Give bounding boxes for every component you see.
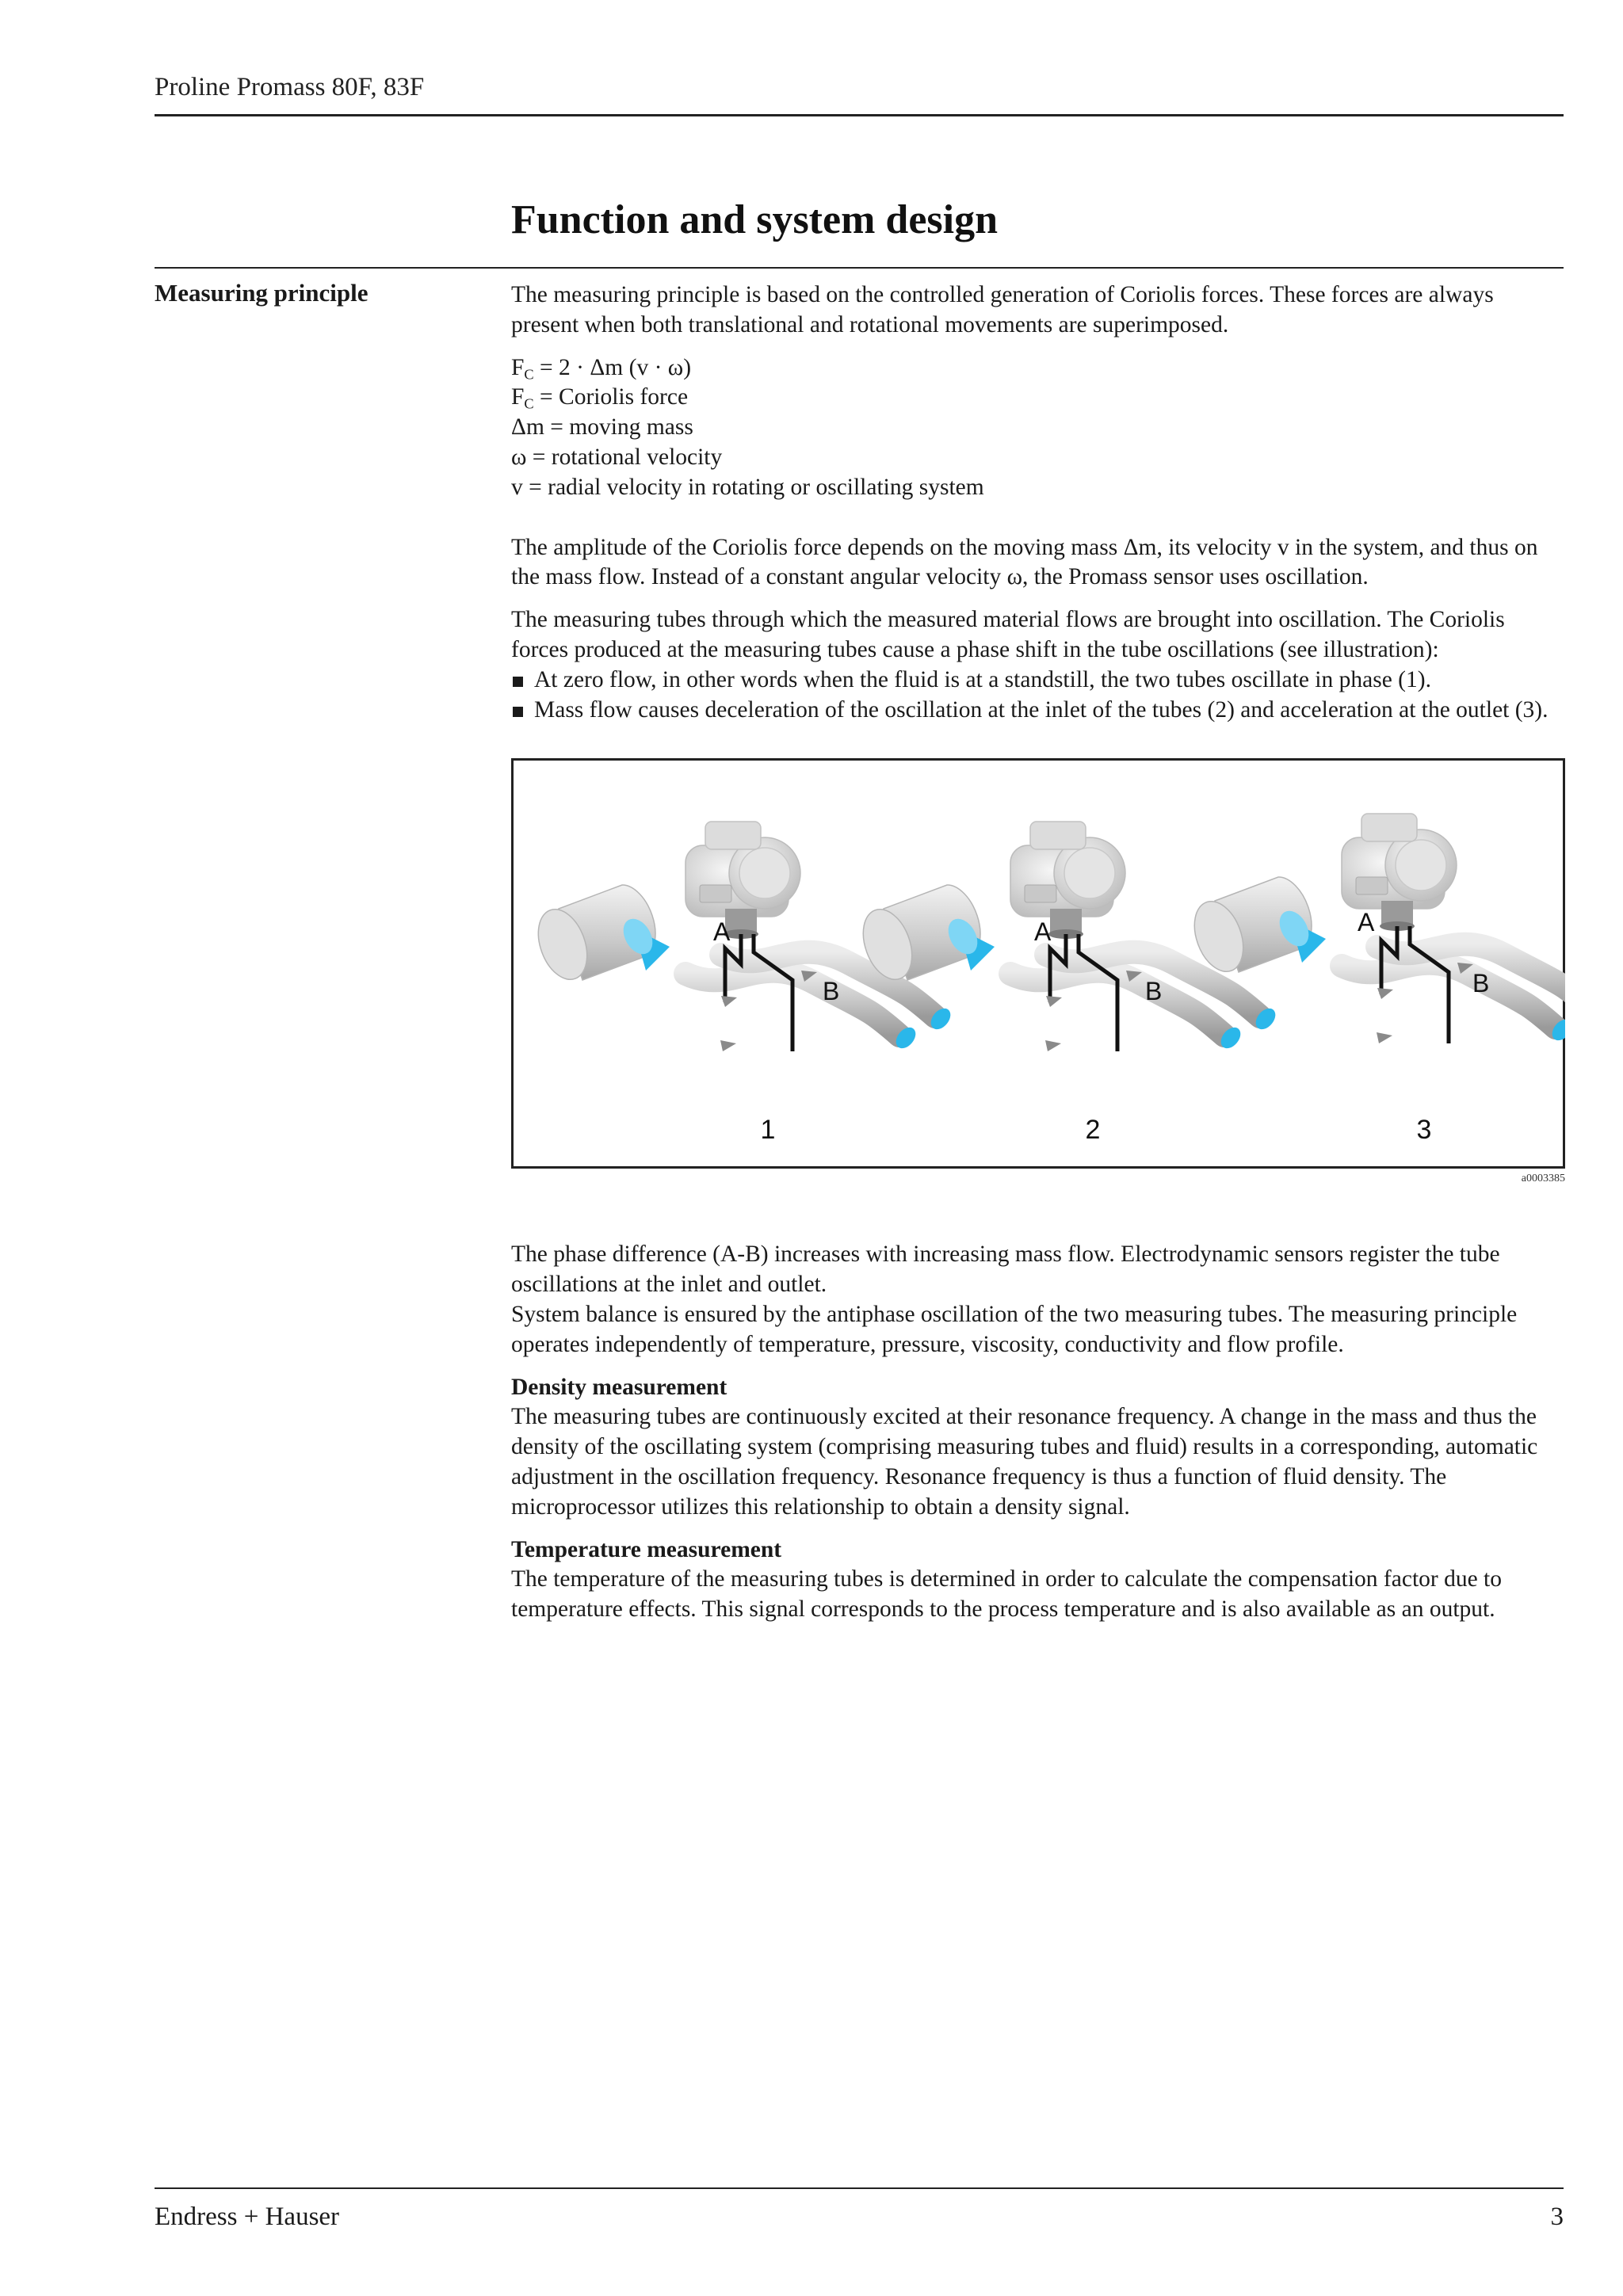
phase-paragraph (511, 1240, 1565, 1360)
formula-def-dm: Δm = moving mass (511, 414, 693, 441)
section-rule (155, 267, 1564, 269)
formula-def-omega: ω = rotational velocity (511, 444, 723, 470)
sensor-label-a: A (713, 917, 731, 947)
sensor-label-a: A (1034, 917, 1052, 947)
bullet-item: At zero flow, in other words when the fluid is at a standstill, the two tubes oscillate in phase (1). (511, 666, 1565, 696)
amplitude-paragraph: The amplitude of the Coriolis force depends on the moving mass Δm, its velocity v in the system, and thus on the mass flow. Instead of a constant angular velocity ω, the Promass sensor uses oscillation. (511, 534, 1538, 590)
formula-block (511, 353, 1565, 503)
sensor-label-b: B (823, 977, 840, 1006)
formula-symbol: F (511, 354, 525, 380)
def-subscript: C (524, 395, 534, 412)
formula-expression: = 2 · Δm (v · ω) (533, 354, 692, 380)
bullet-item: Mass flow causes deceleration of the oscillation at the inlet of the tubes (2) and acceleration at the outlet (3). (511, 696, 1565, 726)
def-symbol: F (511, 384, 525, 410)
page-number: 3 (1550, 2203, 1564, 2231)
sensor-label-b: B (1472, 969, 1490, 998)
temperature-block (511, 1535, 1565, 1625)
panel-number: 3 (1416, 1115, 1432, 1146)
sensor-label-a: A (1358, 908, 1375, 937)
tubes-paragraph: The measuring tubes through which the measured material flows are brought into oscillation. The Coriolis forces produced at the measuring tubes cause a phase shift in the tube oscillations (see illustration): (511, 607, 1505, 662)
figure-code: a0003385 (1521, 1173, 1565, 1185)
def-text: = Coriolis force (533, 384, 689, 410)
intro-paragraph: The measuring principle is based on the controlled generation of Coriolis forces. These forces are always present when both translational and rotational movements are superimposed. (511, 282, 1494, 338)
panel-number: 2 (1085, 1115, 1101, 1146)
phase-text: The phase difference (A-B) increases with increasing mass flow. Electrodynamic sensors register the tube oscillations at the inlet and outlet. (511, 1241, 1500, 1298)
header-rule (155, 114, 1564, 116)
panel-number: 1 (760, 1115, 776, 1146)
temperature-text: The temperature of the measuring tubes is determined in order to calculate the compensation factor due to temperature effects. This signal corresponds to the process temperature and is also available as an output. (511, 1566, 1503, 1623)
formula-def-v: v = radial velocity in rotating or oscillating system (511, 474, 984, 500)
density-heading: Density measurement (511, 1374, 727, 1400)
formula-subscript: C (524, 366, 534, 383)
section-title: Function and system design (511, 197, 998, 242)
sensor-label-b: B (1145, 977, 1163, 1006)
formula-main (511, 353, 1565, 383)
formula-def-fc (511, 383, 1565, 413)
temperature-heading: Temperature measurement (511, 1536, 782, 1562)
sidebar-heading: Measuring principle (155, 279, 369, 307)
footer-rule (155, 2187, 1564, 2189)
main-column (511, 280, 1565, 1625)
spacer (511, 503, 1565, 533)
footer-company: Endress + Hauser (155, 2203, 340, 2231)
density-text: The measuring tubes are continuously excited at their resonance frequency. A change in the mass and thus the density of the oscillating system (comprising measuring tubes and fluid) results in a corresponding, automatic adjustment in the oscillation frequency. Resonance frequency is thus a function of fluid density. The microprocessor utilizes this relationship to obtain a density signal. (511, 1404, 1538, 1520)
figure-svg (511, 758, 1565, 1169)
coriolis-figure (511, 758, 1565, 1169)
running-header-title: Proline Promass 80F, 83F (155, 73, 425, 101)
balance-text: System balance is ensured by the antiphase oscillation of the two measuring tubes. The measuring principle operates independently of temperature, pressure, viscosity, conductivity and flow profile. (511, 1301, 1518, 1357)
density-block (511, 1373, 1565, 1523)
